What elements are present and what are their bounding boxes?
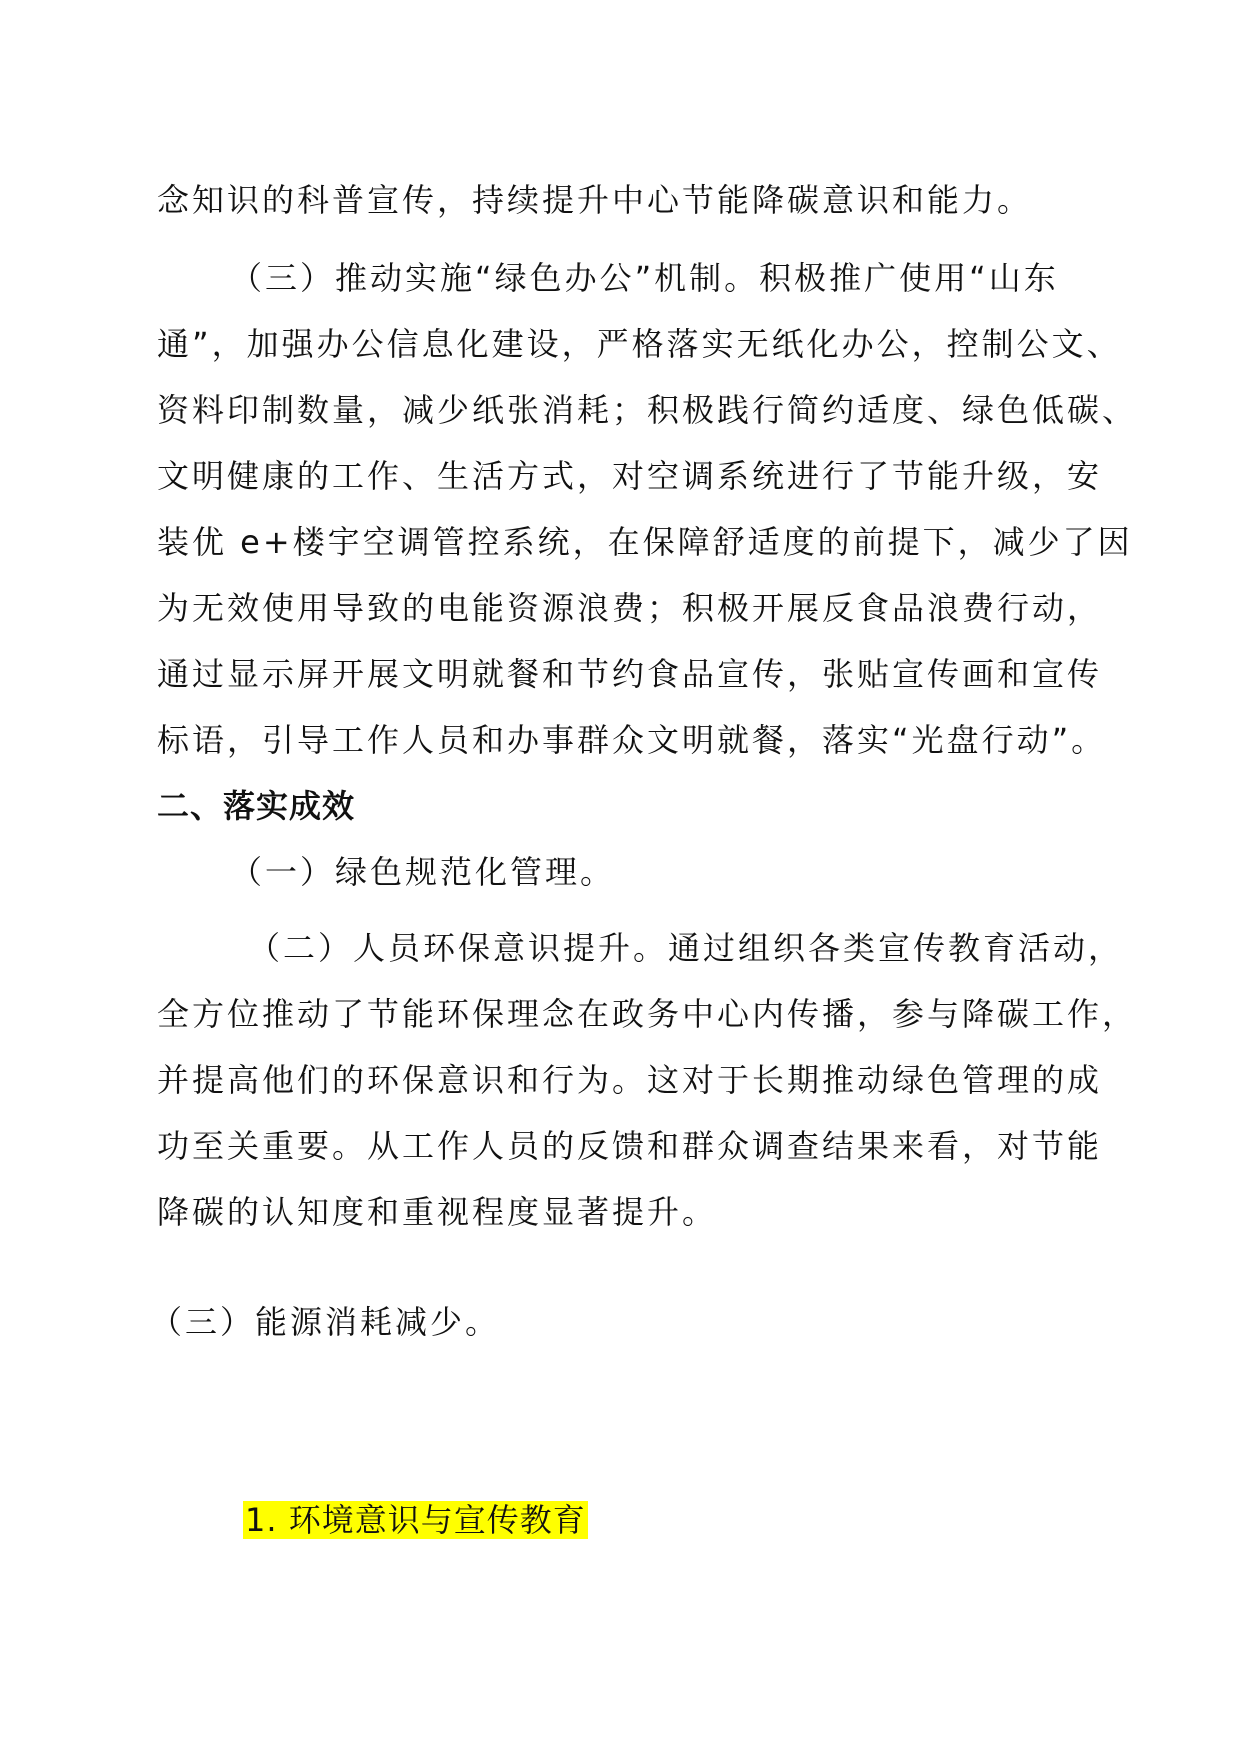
paragraph-2-line-5: 装优 e+楼宇空调管控系统，在保障舒适度的前提下，减少了因 (157, 523, 1133, 561)
paragraph-1-line-1: 念知识的科普宣传，持续提升中心节能降碳意识和能力。 (157, 181, 1033, 219)
paragraph-3-line-4: 功至关重要。从工作人员的反馈和群众调查结果来看，对节能 (157, 1127, 1103, 1165)
paragraph-2-line-6: 为无效使用导致的电能资源浪费；积极开展反食品浪费行动， (157, 589, 1103, 627)
paragraph-3-line-3: 并提高他们的环保意识和行为。这对于长期推动绿色管理的成 (157, 1061, 1103, 1099)
paragraph-3-line-5: 降碳的认知度和重视程度显著提升。 (157, 1193, 718, 1231)
highlighted-list-item (243, 1500, 588, 1540)
list-item-3: （三）能源消耗减少。 (150, 1303, 501, 1341)
paragraph-2-line-7: 通过显示屏开展文明就餐和节约食品宣传，张贴宣传画和宣传 (157, 655, 1103, 693)
paragraph-3-line-2: 全方位推动了节能环保理念在政务中心内传播，参与降碳工作， (157, 995, 1138, 1033)
paragraph-2-line-2: 通”，加强办公信息化建设，严格落实无纸化办公，控制公文、 (157, 325, 1122, 363)
paragraph-2-line-8: 标语，引导工作人员和办事群众文明就餐，落实“光盘行动”。 (157, 721, 1107, 759)
list-item-1: （一）绿色规范化管理。 (230, 853, 616, 891)
paragraph-2-line-3: 资料印制数量，减少纸张消耗；积极践行简约适度、绿色低碳、 (157, 391, 1138, 429)
section-heading: 二、落实成效 (157, 787, 356, 825)
paragraph-2-line-4: 文明健康的工作、生活方式，对空调系统进行了节能升级，安 (157, 457, 1103, 495)
paragraph-2-line-1: （三）推动实施“绿色办公”机制。积极推广使用“山东 (230, 259, 1059, 297)
paragraph-3-line-1: （二）人员环保意识提升。通过组织各类宣传教育活动， (248, 929, 1124, 967)
highlighted-text: 1. 环境意识与宣传教育 (245, 1501, 586, 1539)
